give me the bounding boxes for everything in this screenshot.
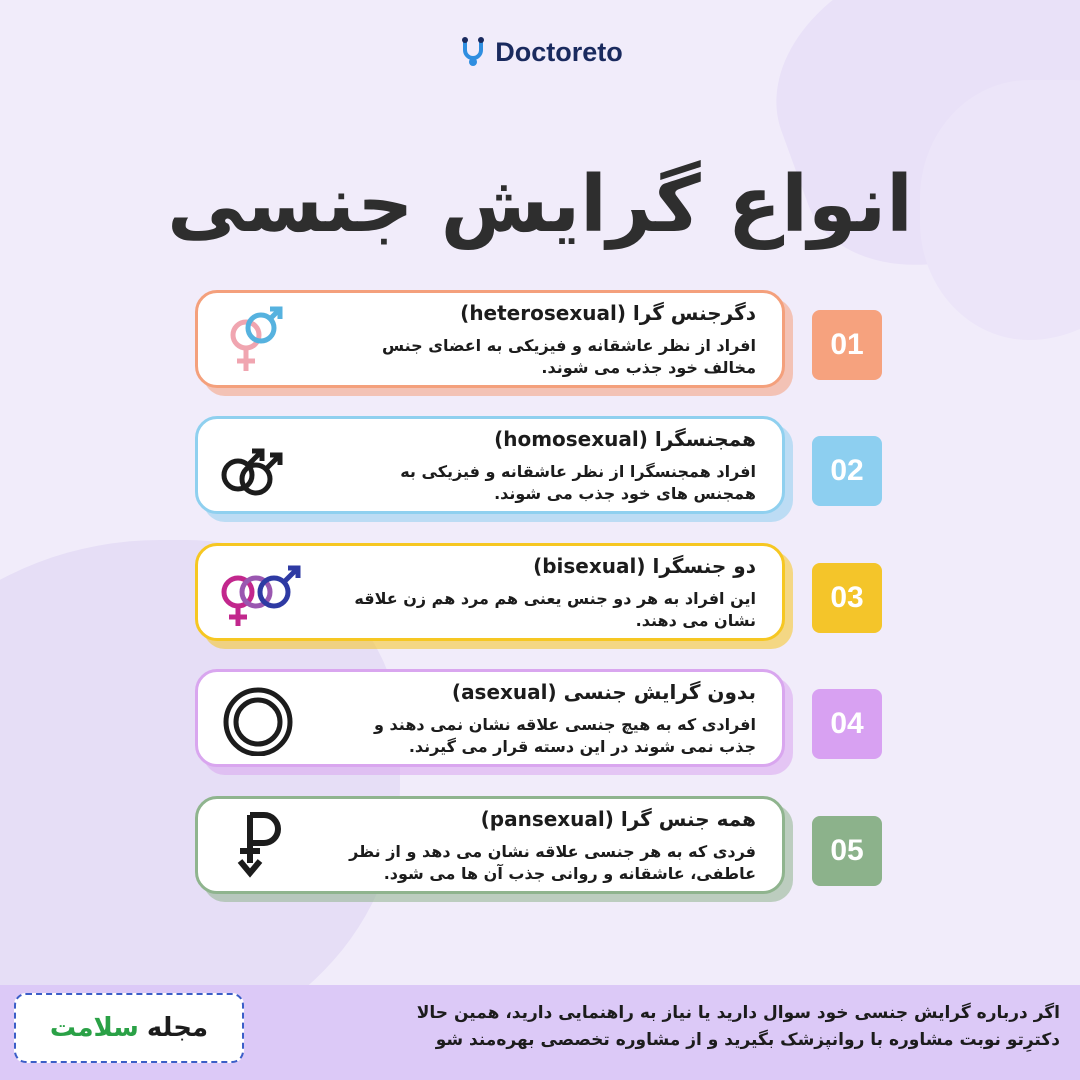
footer-line-2: دکترِتو نوبت مشاوره با روانپزشک بگیرید و از مشاوره تخصصی بهره‌مند شو [435, 1030, 1060, 1050]
item-number-badge: 04 [812, 689, 882, 759]
item-heading: دو جنسگرا (bisexual) [533, 554, 756, 578]
item-card-04[interactable] [195, 669, 785, 767]
brand-logo[interactable] [0, 36, 1080, 68]
item-number-badge: 02 [812, 436, 882, 506]
pan-symbol-icon [216, 811, 296, 883]
badge-label-green: سلامت [49, 1013, 139, 1043]
item-heading: بدون گرایش جنسی (asexual) [451, 680, 756, 704]
badge-label-dark: مجله [146, 1013, 209, 1043]
footer-line-1: اگر درباره گرایش جنسی خود سوال دارید یا نیاز به راهنمایی دارید، همین حالا [416, 1003, 1060, 1023]
item-description: افرادی که به هیچ جنسی علاقه نشان نمی دهند و جذب نمی شوند در این دسته قرار می گیرند. [374, 715, 756, 756]
brand-name: Doctoreto [495, 36, 623, 67]
homo-symbol-icon [216, 431, 296, 503]
item-description: این افراد به هر دو جنس یعنی هم مرد هم زن علاقه نشان می دهند. [354, 589, 756, 630]
health-magazine-badge[interactable] [14, 993, 244, 1063]
bi-symbol-icon [216, 558, 296, 630]
item-number-badge: 05 [812, 816, 882, 886]
hetero-symbol-icon [216, 305, 296, 377]
item-number-badge: 01 [812, 310, 882, 380]
item-description: افراد از نظر عاشقانه و فیزیکی به اعضای جنس مخالف خود جذب می شوند. [382, 336, 756, 377]
item-description: افراد همجنسگرا از نظر عاشقانه و فیزیکی به همجنس های خود جذب می شوند. [400, 462, 756, 503]
item-card-02[interactable] [195, 416, 785, 514]
item-card-01[interactable] [195, 290, 785, 388]
item-description: فردی که به هر جنسی علاقه نشان می دهد و از نظر عاطفی، عاشقانه و روانی جذب آن ها می شود. [349, 842, 756, 883]
item-card-03[interactable] [195, 543, 785, 641]
footer-text [230, 1000, 1060, 1054]
item-heading: همجنسگرا (homosexual) [494, 427, 756, 451]
item-heading: دگرجنس گرا (heterosexual) [460, 301, 756, 325]
stethoscope-icon [457, 36, 489, 68]
item-heading: همه جنس گرا (pansexual) [480, 807, 756, 831]
asexual-symbol-icon [216, 684, 296, 756]
item-card-05[interactable] [195, 796, 785, 894]
page-title: انواع گرایش جنسی [167, 160, 913, 250]
item-number-badge: 03 [812, 563, 882, 633]
